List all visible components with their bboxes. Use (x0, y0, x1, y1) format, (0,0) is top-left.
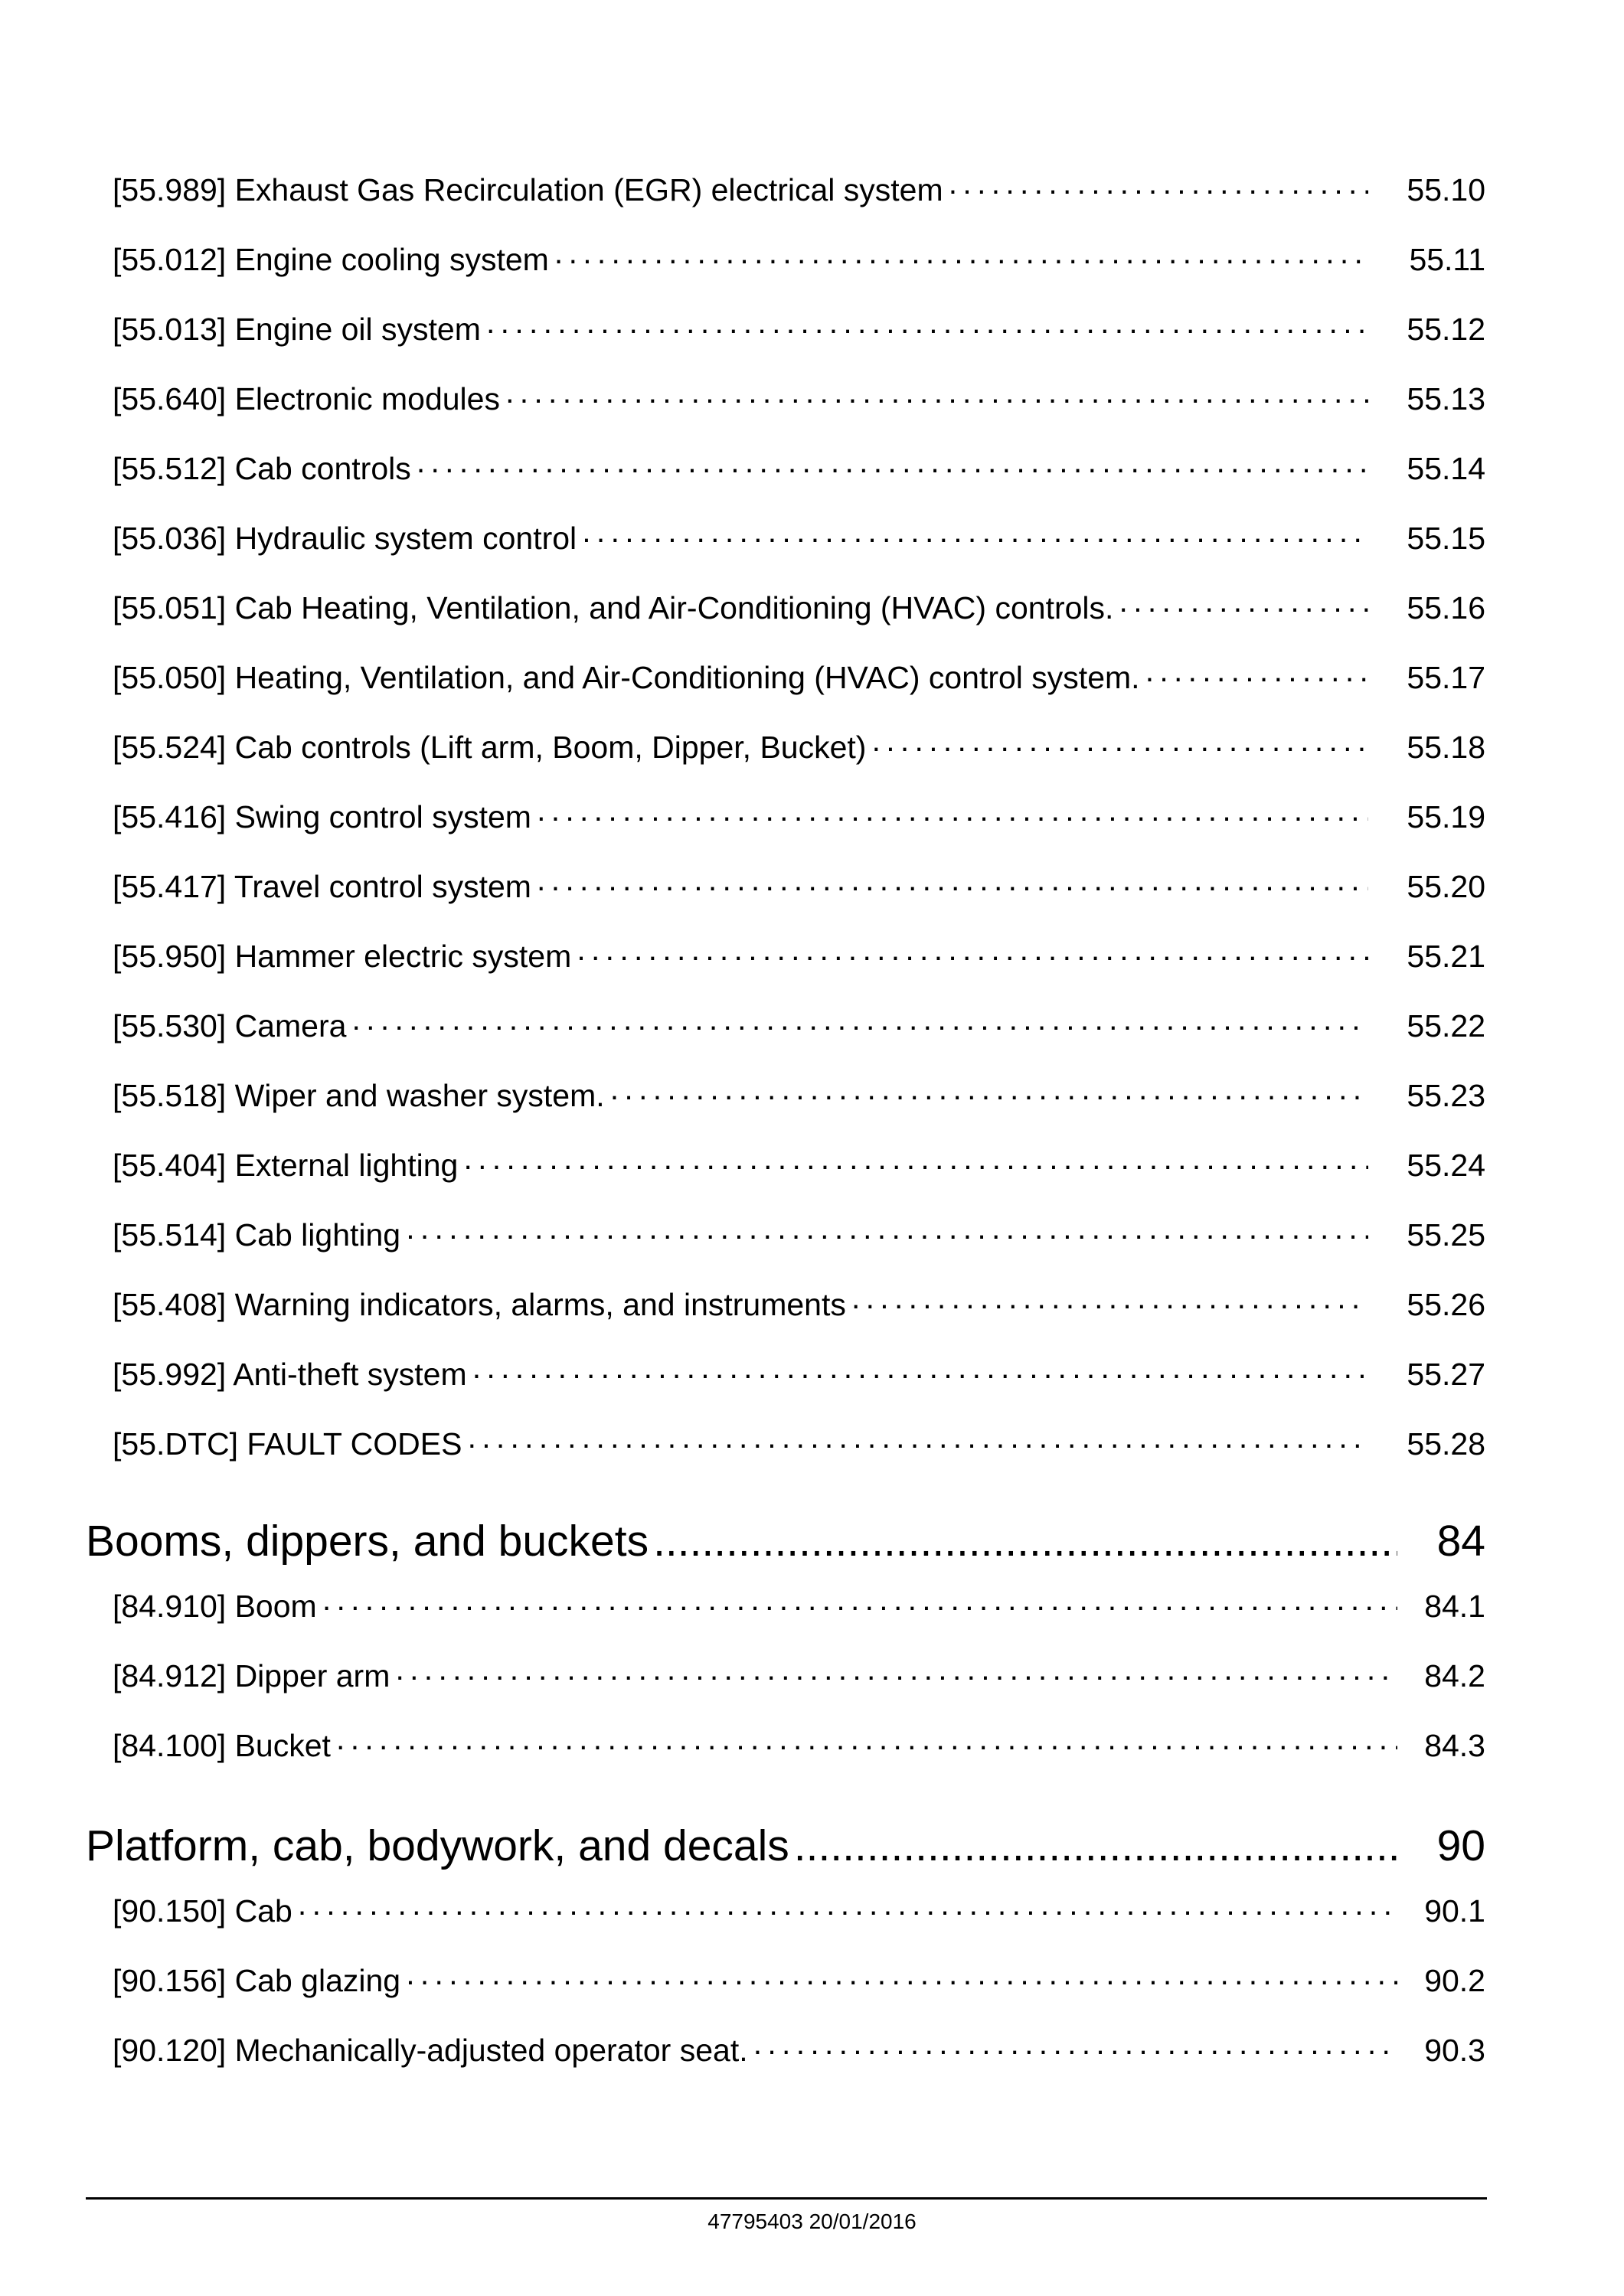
chapter-page: 84 (1436, 1517, 1485, 1566)
toc-entry-55-404[interactable] (113, 1148, 1485, 1217)
dot-leader (322, 1589, 1397, 1625)
toc-entry-84-912[interactable] (113, 1658, 1485, 1728)
toc-entry-55-013[interactable] (113, 312, 1485, 381)
toc-entry-title: [55.530] Camera (113, 1008, 347, 1043)
dot-leader (536, 869, 1368, 905)
dot-leader (405, 1963, 1397, 1999)
toc-entry-page: 84.2 (1424, 1658, 1485, 1693)
toc-entry-title: [55.416] Swing control system (113, 799, 531, 834)
toc-entry-title: [90.150] Cab (113, 1893, 292, 1929)
toc-entry-55-518[interactable] (113, 1078, 1485, 1148)
dot-leader (466, 1426, 1368, 1462)
toc-entry-title: [55.514] Cab lighting (113, 1217, 401, 1253)
toc-entry-55-dtc[interactable] (113, 1426, 1485, 1496)
toc-entry-title: [55.640] Electronic modules (113, 381, 500, 416)
toc-entry-page: 55.24 (1407, 1148, 1485, 1183)
toc-entry-page: 84.1 (1424, 1589, 1485, 1624)
toc-entry-55-530[interactable] (113, 1008, 1485, 1078)
toc-entry-page: 55.17 (1407, 660, 1485, 695)
toc-entry-55-012[interactable] (113, 242, 1485, 312)
toc-entry-title: [55.950] Hammer electric system (113, 939, 572, 974)
dot-leader (485, 312, 1368, 348)
toc-entry-55-950[interactable] (113, 939, 1485, 1008)
toc-entry-90-120[interactable] (113, 2033, 1485, 2102)
toc-entry-90-156[interactable] (113, 1963, 1485, 2033)
dot-leader (753, 2033, 1397, 2069)
dot-leader (351, 1008, 1368, 1044)
dot-leader (472, 1357, 1368, 1393)
dot-leader (581, 521, 1368, 557)
toc-entry-55-989[interactable] (113, 172, 1485, 242)
dot-leader (851, 1287, 1368, 1323)
toc-entry-title: [84.910] Boom (113, 1589, 317, 1624)
toc-entry-title: [55.DTC] FAULT CODES (113, 1426, 462, 1462)
chapter-page: 90 (1436, 1821, 1485, 1870)
toc-entry-title: [90.120] Mechanically-adjusted operator seat. (113, 2033, 748, 2068)
toc-entry-55-036[interactable] (113, 521, 1485, 590)
dot-leader (1118, 590, 1368, 626)
toc-entry-55-524[interactable] (113, 730, 1485, 799)
chapter-title: Platform, cab, bodywork, and decals (86, 1821, 789, 1870)
toc-entry-page: 55.11 (1409, 242, 1485, 277)
toc-entry-page: 55.21 (1407, 939, 1485, 974)
toc-entry-page: 55.28 (1407, 1426, 1485, 1462)
toc-chapter-84[interactable] (86, 1493, 1485, 1589)
toc-entry-page: 55.14 (1407, 451, 1485, 486)
toc-entry-title: [90.156] Cab glazing (113, 1963, 401, 1998)
toc-chapter-90[interactable] (86, 1798, 1485, 1893)
dot-leader (871, 730, 1368, 766)
toc-entry-title: [55.417] Travel control system (113, 869, 531, 904)
dot-leader (609, 1078, 1368, 1114)
toc-entry-page: 55.22 (1407, 1008, 1485, 1043)
toc-entry-title: [55.992] Anti-theft system (113, 1357, 467, 1392)
dot-leader (394, 1658, 1397, 1694)
toc-entry-page: 55.27 (1407, 1357, 1485, 1392)
toc-entry-title: [55.404] External lighting (113, 1148, 459, 1183)
toc-entry-page: 55.16 (1407, 590, 1485, 625)
toc-entry-page: 55.25 (1407, 1217, 1485, 1253)
toc-entry-page: 84.3 (1424, 1728, 1485, 1763)
toc-entry-title: [55.408] Warning indicators, alarms, and instruments (113, 1287, 846, 1322)
toc-entry-page: 90.1 (1424, 1893, 1485, 1929)
footer-doc-id: 47795403 20/01/2016 (707, 2209, 917, 2233)
dot-leader (335, 1728, 1397, 1764)
toc-entry-page: 55.20 (1407, 869, 1485, 904)
footer-divider (86, 2197, 1487, 2200)
toc-entry-title: [55.012] Engine cooling system (113, 242, 549, 277)
toc-entry-title: [84.912] Dipper arm (113, 1658, 390, 1693)
toc-entry-55-050[interactable] (113, 660, 1485, 730)
toc-entry-title: [55.051] Cab Heating, Ventilation, and Air-Conditioning (HVAC) controls. (113, 590, 1114, 625)
toc-entry-page: 55.13 (1407, 381, 1485, 416)
toc-entry-55-417[interactable] (113, 869, 1485, 939)
dot-leader (405, 1217, 1368, 1253)
dot-leader (794, 1821, 1397, 1871)
toc-entry-page: 55.23 (1407, 1078, 1485, 1113)
chapter-title: Booms, dippers, and buckets (86, 1517, 649, 1566)
dot-leader (948, 172, 1368, 208)
toc-entry-page: 90.3 (1424, 2033, 1485, 2068)
toc-entry-55-512[interactable] (113, 451, 1485, 521)
toc-entry-55-416[interactable] (113, 799, 1485, 869)
toc-entry-84-100[interactable] (113, 1728, 1485, 1798)
table-of-contents (86, 172, 1485, 2102)
dot-leader (416, 451, 1368, 487)
toc-entry-55-408[interactable] (113, 1287, 1485, 1357)
dot-leader (505, 381, 1368, 417)
toc-entry-page: 55.18 (1407, 730, 1485, 765)
toc-entry-title: [55.013] Engine oil system (113, 312, 481, 347)
toc-entry-title: [55.512] Cab controls (113, 451, 411, 486)
toc-entry-55-051[interactable] (113, 590, 1485, 660)
toc-entry-title: [55.524] Cab controls (Lift arm, Boom, Dipper, Bucket) (113, 730, 867, 765)
dot-leader (576, 939, 1368, 975)
dot-leader (554, 242, 1368, 278)
dot-leader (1145, 660, 1368, 696)
toc-entry-title: [55.518] Wiper and washer system. (113, 1078, 605, 1113)
toc-entry-84-910[interactable] (113, 1589, 1485, 1658)
toc-entry-page: 55.19 (1407, 799, 1485, 834)
toc-entry-90-150[interactable] (113, 1893, 1485, 1963)
dot-leader (536, 799, 1368, 835)
toc-entry-page: 55.10 (1407, 172, 1485, 207)
toc-entry-page: 55.26 (1407, 1287, 1485, 1322)
toc-entry-page: 90.2 (1424, 1963, 1485, 1998)
toc-entry-page: 55.12 (1407, 312, 1485, 347)
toc-entry-55-640[interactable] (113, 381, 1485, 451)
dot-leader (297, 1893, 1397, 1929)
toc-entry-title: [55.050] Heating, Ventilation, and Air-Conditioning (HVAC) control system. (113, 660, 1140, 695)
toc-entry-title: [84.100] Bucket (113, 1728, 331, 1763)
toc-entry-title: [55.036] Hydraulic system control (113, 521, 577, 556)
dot-leader (653, 1516, 1397, 1566)
dot-leader (462, 1148, 1368, 1184)
toc-entry-title: [55.989] Exhaust Gas Recirculation (EGR) electrical system (113, 172, 943, 207)
toc-entry-page: 55.15 (1407, 521, 1485, 556)
toc-entry-55-992[interactable] (113, 1357, 1485, 1426)
toc-entry-55-514[interactable] (113, 1217, 1485, 1287)
